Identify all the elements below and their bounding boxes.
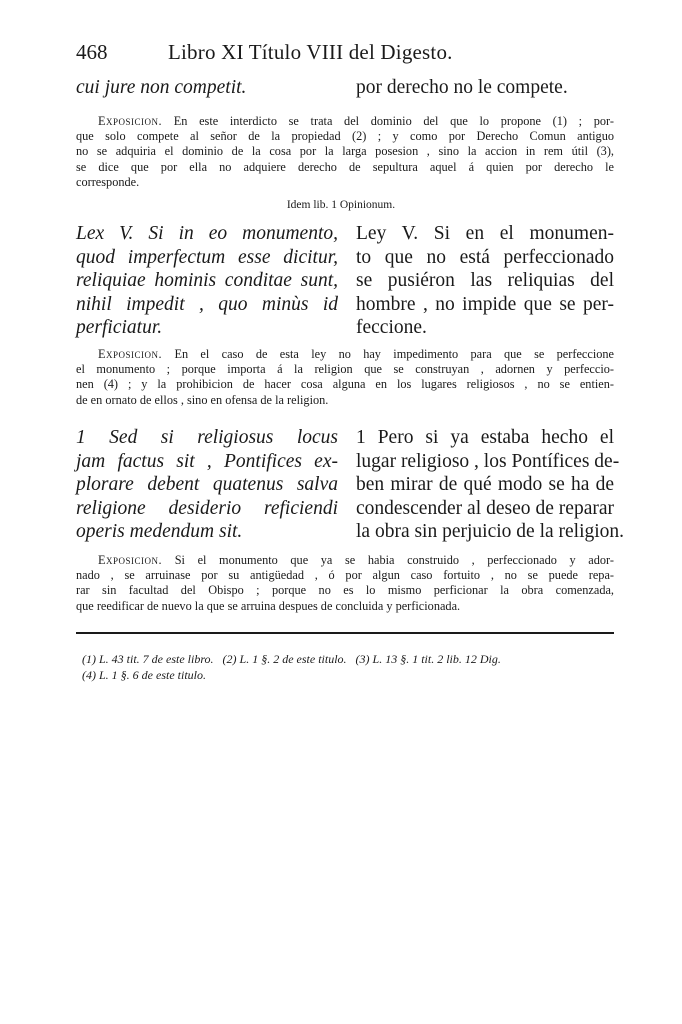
running-title: Libro XI Título VIII del Digesto. bbox=[168, 40, 453, 64]
latin-fragment: cui jure non competit. bbox=[76, 77, 247, 98]
footnote-line: (1) L. 43 tit. 7 de este libro. (2) L. 1 §. 2 de este titulo. (3) L. 13 §. 1 tit. 2 lib. 12 Dig. bbox=[82, 652, 501, 666]
section-1-latin bbox=[76, 426, 338, 544]
latin-line: plorare debent quatenus salva bbox=[76, 474, 338, 495]
section-1-spanish bbox=[356, 426, 625, 544]
lex-5-latin bbox=[76, 222, 338, 340]
exposition-label: Exposicion. bbox=[98, 347, 163, 361]
exposition-line: Exposicion. Si el monumento que ya se habia construido , perfeccionado y ador- bbox=[98, 553, 614, 567]
spanish-line: lugar religioso , los Pontífices de- bbox=[356, 450, 620, 472]
exposition-line: corresponde. bbox=[76, 174, 140, 189]
exposition-line: Exposicion. En este interdicto se trata del dominio del que lo propone (1) ; por- bbox=[98, 114, 614, 128]
exposition-line: el monumento ; porque importa á la religion que se construyan , adornen y perfeccio- bbox=[76, 362, 614, 377]
source-citation: Idem lib. 1 Opinionum. bbox=[286, 199, 396, 211]
exposition-2 bbox=[76, 347, 614, 408]
spanish-line: se pusiéron las reliquias del bbox=[356, 270, 614, 291]
latin-line: Lex V. Si in eo monumento, bbox=[76, 223, 338, 244]
spanish-line: Ley V. Si en el monumen- bbox=[356, 223, 614, 244]
spanish-line: condescender al deseo de reparar bbox=[356, 497, 614, 519]
latin-line: reliquiae hominis conditae sunt, bbox=[76, 270, 338, 291]
exposition-line: nado , se arruinase por su antigüedad , ó por algun caso fortuito , no se puede repa- bbox=[76, 568, 614, 583]
latin-line: operis medendum sit. bbox=[76, 521, 243, 542]
exposition-label: Exposicion. bbox=[98, 114, 163, 128]
exposition-3 bbox=[76, 553, 614, 614]
lex-5-spanish bbox=[356, 222, 614, 340]
lex-5 bbox=[76, 222, 614, 340]
spanish-line: la obra sin perjuicio de la religion. bbox=[356, 521, 625, 542]
exposition-line: que solo compete al señor de la propiedad (2) ; y como por Derecho Comun antiguo bbox=[76, 129, 614, 144]
latin-line: nihil impedit , quo minùs id bbox=[76, 293, 338, 315]
exposition-line: de en ornato de ellos , sino en ofensa de la religion. bbox=[76, 392, 329, 407]
section-1 bbox=[76, 426, 625, 544]
latin-line: quod imperfectum esse dicitur, bbox=[76, 246, 338, 268]
exposition-line: no se adquiria el dominio de la cosa por la larga posesion , sino la accion in rem útil (3), bbox=[76, 144, 614, 159]
exposition-label: Exposicion. bbox=[98, 553, 163, 567]
exposition-line: rar sin facultad del Obispo ; porque no es lo mismo perficionar la obra comenzada, bbox=[76, 583, 614, 598]
exposition-line: nen (4) ; y la prohibicion de hacer cosa alguna en los lugares religiosos , no se entien- bbox=[76, 377, 614, 392]
footnote-rule bbox=[76, 632, 614, 634]
spanish-line: 1 Pero si ya estaba hecho el bbox=[356, 427, 614, 448]
spanish-line: to que no está perfeccionado bbox=[356, 246, 614, 268]
spanish-fragment: por derecho no le compete. bbox=[356, 77, 568, 98]
top-pair bbox=[76, 76, 614, 100]
latin-line: perficiatur. bbox=[76, 317, 163, 338]
exposition-line: que reedificar de nuevo la que se arruina despues de concluida y perficionada. bbox=[76, 598, 461, 613]
exposition-line: Exposicion. En el caso de esta ley no hay impedimento para que se perfeccione bbox=[98, 347, 614, 361]
exposition-1 bbox=[76, 114, 614, 190]
latin-line: jam factus sit , Pontifices ex- bbox=[76, 450, 338, 472]
footnote-line: (4) L. 1 §. 6 de este titulo. bbox=[82, 668, 206, 682]
exposition-line: se dice que por ella no adquiere derecho de sepultura aquel á quien por derecho le bbox=[76, 159, 614, 174]
spanish-line: hombre , no impide que se per- bbox=[356, 293, 614, 315]
page-number: 468 bbox=[76, 40, 108, 64]
footnotes bbox=[82, 651, 501, 683]
spanish-line: ben mirar de qué modo se ha de bbox=[356, 474, 614, 495]
latin-line: religione desiderio reficiendi bbox=[76, 497, 338, 519]
latin-line: 1 Sed si religiosus locus bbox=[76, 427, 338, 448]
spanish-line: feccione. bbox=[356, 317, 427, 338]
